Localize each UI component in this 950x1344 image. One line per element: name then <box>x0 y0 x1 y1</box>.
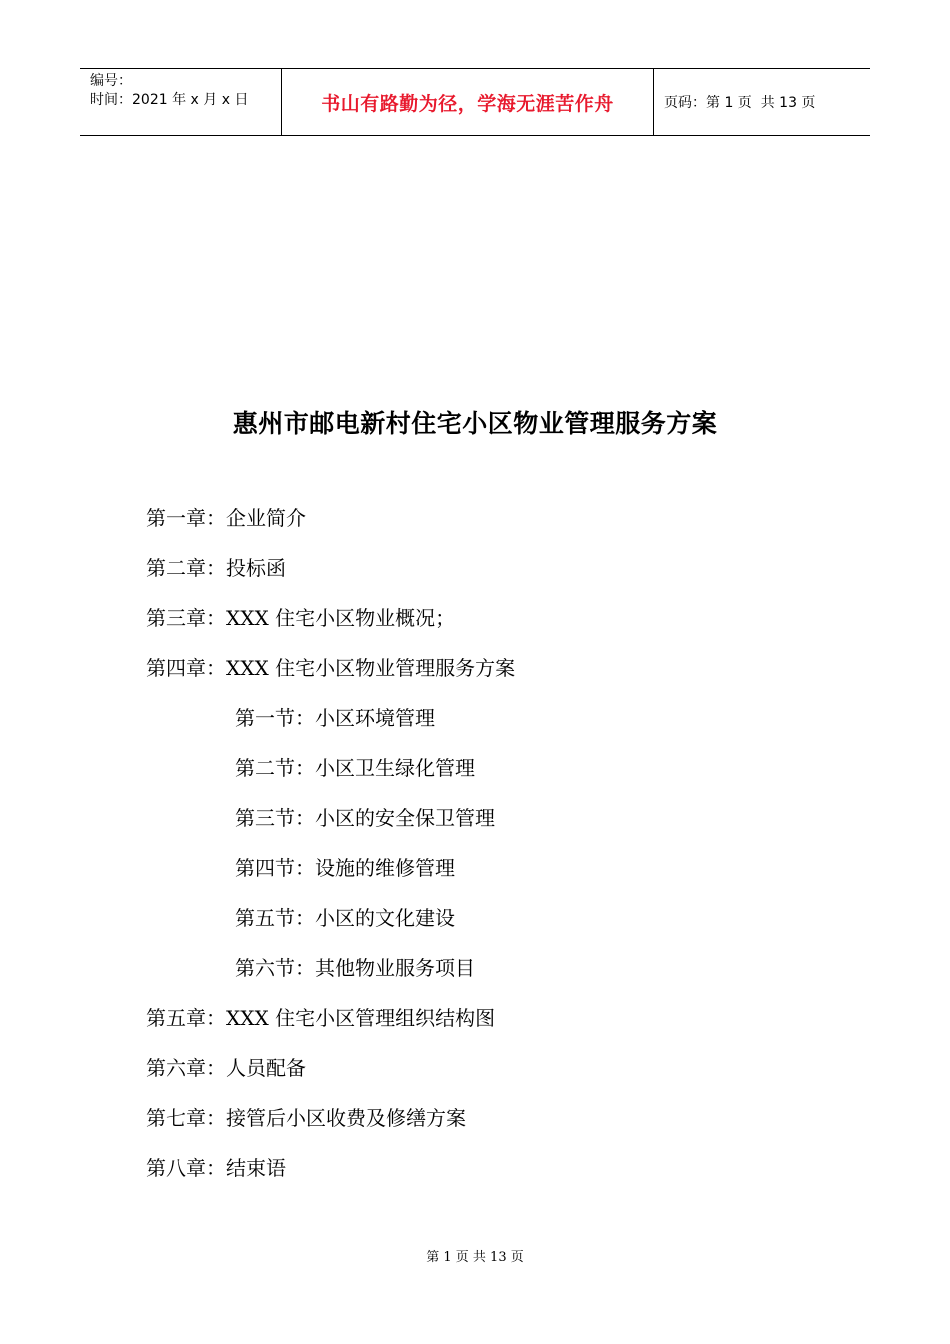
header-meta-cell <box>80 69 282 135</box>
toc-chapter-8: 第八章：结束语 <box>146 1156 286 1180</box>
motto-text: 书山有路勤为径，学海无涯苦作舟 <box>321 92 614 115</box>
toc-chapter-7: 第七章：接管后小区收费及修缮方案 <box>146 1106 466 1130</box>
page-footer <box>0 1246 950 1265</box>
document-header <box>80 68 870 136</box>
toc-section-6: 第六节：其他物业服务项目 <box>235 956 475 980</box>
page-info-text: 页码：第 1 页 共 13 页 <box>664 95 816 111</box>
document-title: 惠州市邮电新村住宅小区物业管理服务方案 <box>232 409 718 438</box>
toc-section-3: 第三节：小区的安全保卫管理 <box>235 806 495 830</box>
toc-chapter-3: 第三章：XXX 住宅小区物业概况； <box>146 606 456 630</box>
toc-chapter-4: 第四章：XXX 住宅小区物业管理服务方案 <box>146 656 516 680</box>
toc-section-2: 第二节：小区卫生绿化管理 <box>235 756 475 780</box>
footer-page-number: 第 1 页 共 13 页 <box>426 1250 524 1265</box>
toc-chapter-5: 第五章：XXX 住宅小区管理组织结构图 <box>146 1006 496 1030</box>
number-label: 编号： <box>90 73 132 89</box>
toc-section-1: 第一节：小区环境管理 <box>235 706 435 730</box>
toc-section-5: 第五节：小区的文化建设 <box>235 906 455 930</box>
toc-chapter-1: 第一章：企业简介 <box>146 506 306 530</box>
motto-cell <box>282 69 654 135</box>
page-info-cell <box>654 69 870 135</box>
time-label: 时间：2021 年 x 月 x 日 <box>90 92 249 108</box>
toc-chapter-6: 第六章：人员配备 <box>146 1056 306 1080</box>
toc-section-4: 第四节：设施的维修管理 <box>235 856 455 880</box>
toc-chapter-2: 第二章：投标函 <box>146 556 286 580</box>
